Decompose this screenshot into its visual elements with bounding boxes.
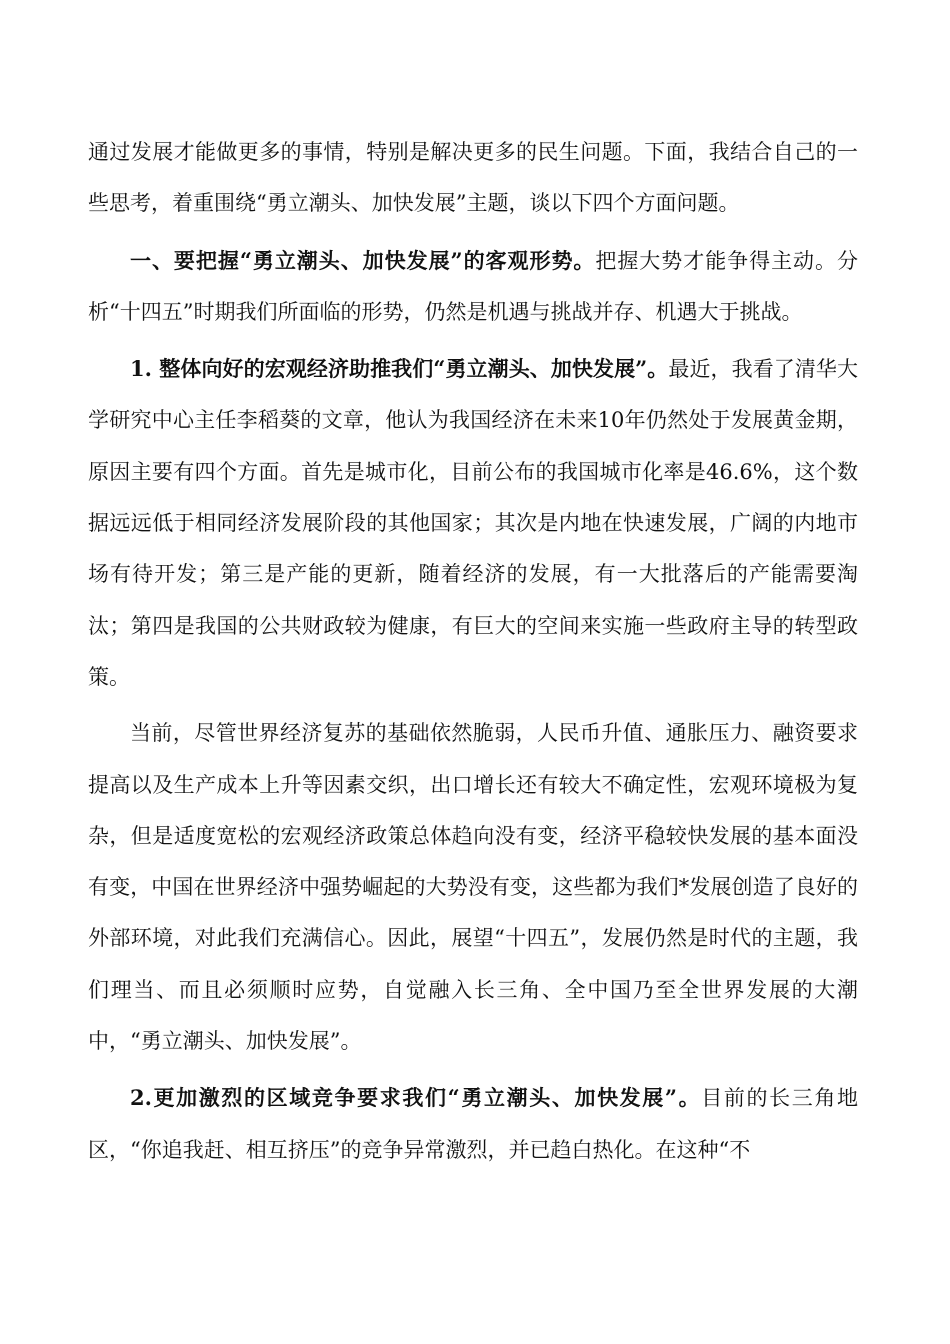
paragraph-text: 把握大势才能争得主动。分析“十四五”时期我们所面临的形势，仍然是机遇与挑战并存、机遇大于挑战。: [88, 248, 858, 324]
paragraph-text: 最近，我看了清华大学研究中心主任李稻葵的文章，他认为我国经济在未来10年仍然处于发展黄金期，原因主要有四个方面。首先是城市化，目前公布的我国城市化率是46.6%，这个数据远远低于相同经济发展阶段的其他国家；其次是内地在快速发展，广阔的内地市场有待开发；第三是产能的更新，随着经济的发展，有一大批落后的产能需要淘汰；第四是我国的公共财政较为健康，有巨大的空间来实施一些政府主导的转型政策。: [88, 357, 859, 689]
body-paragraph: [88, 708, 858, 1067]
paragraph-continuation: [88, 127, 858, 230]
section-heading: 一、要把握“勇立潮头、加快发展”的客观形势。: [130, 247, 596, 273]
paragraph-text: 通过发展才能做更多的事情，特别是解决更多的民生问题。下面，我结合自己的一些思考，着重围绕“勇立潮头、加快发展”主题，谈以下四个方面问题。: [88, 140, 858, 216]
section-heading-paragraph: [88, 235, 858, 339]
subsection-paragraph-2: [88, 1072, 858, 1176]
paragraph-text: 当前，尽管世界经济复苏的基础依然脆弱，人民币升值、通胀压力、融资要求提高以及生产成本上升等因素交织，出口增长还有较大不确定性，宏观环境极为复杂，但是适度宽松的宏观经济政策总体趋向没有变，经济平稳较快发展的基本面没有变，中国在世界经济中强势崛起的大势没有变，这些都为我们*发展创造了良好的外部环境，对此我们充满信心。因此，展望“十四五”，发展仍然是时代的主题，我们理当、而且必须顺时应势，自觉融入长三角、全中国乃至全世界发展的大潮中，“勇立潮头、加快发展”。: [88, 721, 858, 1054]
paragraph-text: 目前的长三角地区，“你追我赶、相互挤压”的竞争异常激烈，并已趋白热化。在这种“不: [88, 1086, 858, 1162]
subsection-paragraph-1: [88, 343, 858, 703]
subsection-heading-1: 1. 整体向好的宏观经济助推我们“勇立潮头、加快发展”。: [130, 356, 669, 382]
subsection-heading-2: 2.更加激烈的区域竞争要求我们“勇立潮头、加快发展”。: [130, 1085, 702, 1111]
document-body: [88, 127, 858, 1176]
